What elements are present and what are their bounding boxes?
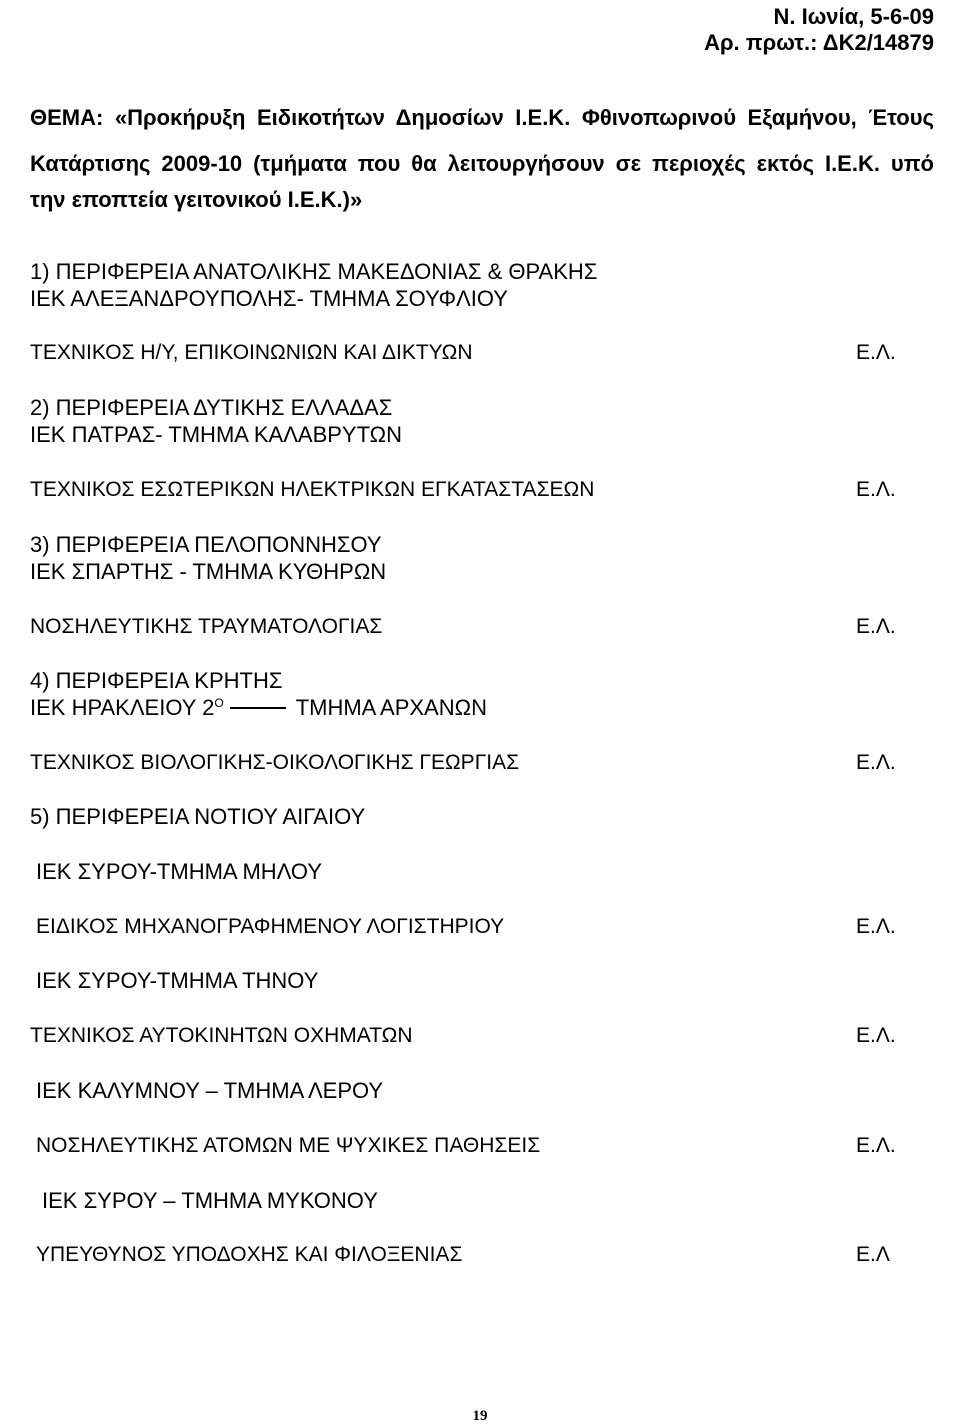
iek-unit: ΙΕΚ ΑΛΕΞΑΝΔΡΟΥΠΟΛΗΣ- ΤΜΗΜΑ ΣΟΥΦΛΙΟΥ (30, 286, 508, 311)
region-heading: 5) ΠΕΡΙΦΕΡΕΙΑ ΝΟΤΙΟΥ ΑΙΓΑΙΟΥ (30, 804, 366, 829)
ordinal-superscript: Ο (214, 696, 224, 710)
level-tag: Ε.Λ (856, 1243, 890, 1266)
specialty: ΥΠΕΥΘΥΝΟΣ ΥΠΟΔΟΧΗΣ ΚΑΙ ΦΙΛΟΞΕΝΙΑΣ (36, 1243, 463, 1266)
specialty: ΕΙΔΙΚΟΣ ΜΗΧΑΝΟΓΡΑΦΗΜΕΝΟΥ ΛΟΓΙΣΤΗΡΙΟΥ (36, 915, 505, 938)
subject-line-2: Κατάρτισης 2009-10 (τμήματα που θα λειτουργήσουν σε περιοχές εκτός Ι.Ε.Κ. υπό (30, 151, 934, 176)
subject-line-3: την εποπτεία γειτονικού Ι.Ε.Κ.)» (30, 187, 363, 212)
iek-unit: ΙΕΚ ΣΥΡΟΥ-ΤΜΗΜΑ ΤΗΝΟΥ (36, 968, 319, 993)
subject-line-1: ΘΕΜΑ: «Προκήρυξη Ειδικοτήτων Δημοσίων Ι.Ε.Κ. Φθινοπωρινού Εξαμήνου, Έτους (30, 105, 934, 130)
specialty: ΤΕΧΝΙΚΟΣ Η/Υ, ΕΠΙΚΟΙΝΩΝΙΩΝ ΚΑΙ ΔΙΚΤΥΩΝ (30, 341, 473, 364)
level-tag: Ε.Λ. (856, 915, 896, 938)
protocol-number: Αρ. πρωτ.: ΔΚ2/14879 (704, 30, 934, 55)
place-date: Ν. Ιωνία, 5-6-09 (773, 4, 934, 29)
region-heading: 1) ΠΕΡΙΦΕΡΕΙΑ ΑΝΑΤΟΛΙΚΗΣ ΜΑΚΕΔΟΝΙΑΣ & ΘΡΑΚΗΣ (30, 259, 598, 284)
region-heading: 3) ΠΕΡΙΦΕΡΕΙΑ ΠΕΛΟΠΟΝΝΗΣΟΥ (30, 532, 382, 557)
specialty: ΤΕΧΝΙΚΟΣ ΑΥΤΟΚΙΝΗΤΩΝ ΟΧΗΜΑΤΩΝ (30, 1024, 413, 1047)
iek-unit: ΙΕΚ ΣΠΑΡΤΗΣ - ΤΜΗΜΑ ΚΥΘΗΡΩΝ (30, 559, 387, 584)
page-number: 19 (472, 1408, 488, 1424)
iek-unit: ΙΕΚ ΣΥΡΟΥ – ΤΜΗΜΑ ΜΥΚΟΝΟΥ (42, 1188, 378, 1213)
specialty: ΤΕΧΝΙΚΟΣ ΕΣΩΤΕΡΙΚΩΝ ΗΛΕΚΤΡΙΚΩΝ ΕΓΚΑΤΑΣΤΑΣΕΩΝ (30, 478, 595, 501)
iek-unit-name: ΙΕΚ ΗΡΑΚΛΕΙΟΥ 2 (30, 695, 215, 720)
iek-department: ΤΜΗΜΑ ΑΡΧΑΝΩΝ (295, 695, 487, 720)
level-tag: Ε.Λ. (856, 751, 896, 774)
level-tag: Ε.Λ. (856, 1134, 896, 1157)
level-tag: Ε.Λ. (856, 341, 896, 364)
dash-separator (230, 707, 286, 709)
iek-unit: ΙΕΚ ΣΥΡΟΥ-ΤΜΗΜΑ ΜΗΛΟΥ (36, 859, 322, 884)
level-tag: Ε.Λ. (856, 615, 896, 638)
specialty: ΤΕΧΝΙΚΟΣ ΒΙΟΛΟΓΙΚΗΣ-ΟΙΚΟΛΟΓΙΚΗΣ ΓΕΩΡΓΙΑΣ (30, 751, 520, 774)
region-heading: 4) ΠΕΡΙΦΕΡΕΙΑ ΚΡΗΤΗΣ (30, 668, 283, 693)
specialty: ΝΟΣΗΛΕΥΤΙΚΗΣ ΤΡΑΥΜΑΤΟΛΟΓΙΑΣ (30, 615, 383, 638)
iek-unit: ΙΕΚ ΠΑΤΡΑΣ- ΤΜΗΜΑ ΚΑΛΑΒΡΥΤΩΝ (30, 422, 402, 447)
specialty: ΝΟΣΗΛΕΥΤΙΚΗΣ ΑΤΟΜΩΝ ΜΕ ΨΥΧΙΚΕΣ ΠΑΘΗΣΕΙΣ (36, 1134, 541, 1157)
iek-unit: ΙΕΚ ΚΑΛΥΜΝΟΥ – ΤΜΗΜΑ ΛΕΡΟΥ (36, 1078, 384, 1103)
region-heading: 2) ΠΕΡΙΦΕΡΕΙΑ ΔΥΤΙΚΗΣ ΕΛΛΑΔΑΣ (30, 395, 393, 420)
level-tag: Ε.Λ. (856, 478, 896, 501)
iek-unit (30, 697, 487, 719)
level-tag: Ε.Λ. (856, 1024, 896, 1047)
